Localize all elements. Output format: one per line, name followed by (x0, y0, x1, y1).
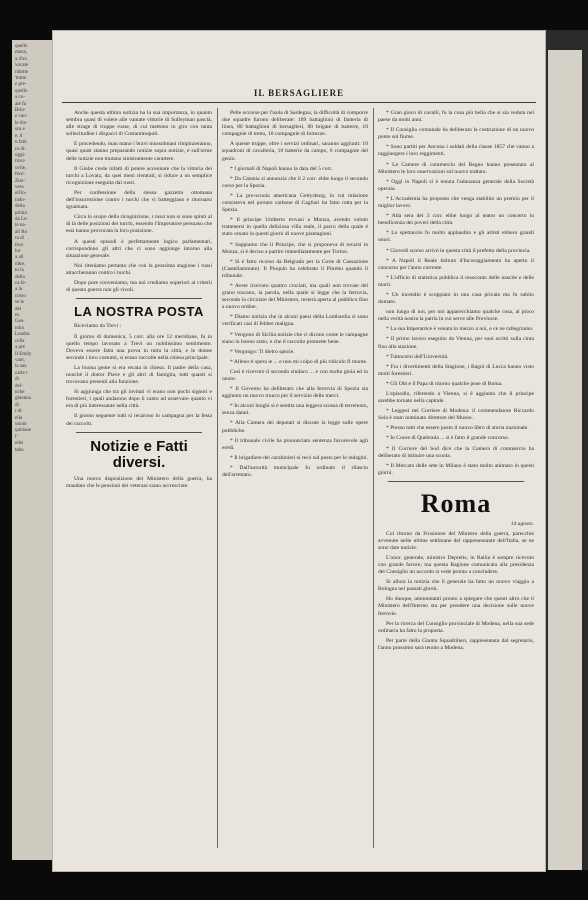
margin-word: oggi- (15, 152, 26, 158)
roma-article (378, 531, 534, 652)
paragraph: * Il primo lavoro eseguito da Vienna, per suoi scritti sulla cinta fino alla stazione. (378, 336, 534, 350)
margin-word: indo- (15, 197, 26, 203)
paragraph: * Alla sera del 3 corr. ebbe luogo al teatro un concerto in beneficenza dei poveri della città. (378, 213, 534, 227)
paragraph: * Il Consiglio comunale ha deliberato la costruzione di un nuovo ponte sul fiume. (378, 127, 534, 141)
margin-word: vani, (15, 357, 25, 363)
paragraph: * L'ufficio di statistica pubblica il resoconto delle nascite e delle morti. (378, 274, 534, 288)
paragraph: * Da Catania si annunzia che il 2 corr. ebbe luogo il secondo corso per la Spezia. (222, 175, 368, 189)
margin-word: a co- (15, 95, 25, 101)
margin-word: to la (15, 268, 24, 274)
paragraph: * Il principe Umberto trovasi a Monza, avendo voluto trattenersi in quella deliziosa villa reale, il parco della quale è stato ornato in questi giorni di nuove piantagioni. (222, 217, 368, 238)
paragraph: Per confessione della stessa gazzetta ottomana dell'insurrezione contro i turchi che vi batteggiano e ritornarsi sguainata. (66, 189, 212, 211)
section-rule (76, 298, 202, 299)
margin-word: quello (15, 44, 28, 49)
paragraph: * Il Mercato delle sete in Milano è stato molto animato in questi giorni. (378, 462, 534, 476)
adjacent-page-left (12, 40, 53, 860)
paragraph: * Io Cuore di Quebrada ... si è fatto il grande concorso. (386, 435, 510, 442)
paragraph: Una nuova disposizione del Ministero della guerra, ha mandato che le pensioni dei veterani siano accresciute. (66, 475, 212, 489)
paragraph: Ho dunque, ammontanti pronto a spiegare che questi altro che il Ministero dell'Interno sta per prendere una decisione sulle nuove ferrovie. (378, 596, 534, 617)
paragraph: * Alleno ti spera ie ... e non mi colpo di più ridicolo fi monte. (230, 358, 368, 365)
paragraph: * Diamo notizia che in alcuni paesi della Lombardia si sono verificati casi di febbre maligna. (222, 314, 368, 328)
margin-word: tiva- (15, 242, 25, 248)
paragraph: * Dall'autorità municipale fu ordinato il rilascio dell'arrestato. (222, 464, 368, 479)
margin-word: del- (15, 383, 23, 389)
paragraph: Circa lo scopo della ricognizione, i russi non si sono spinti al di là delle posizioni dei turchi, essendo l'Imperatore persuaso che essi hanno provocata la loro posizione. (66, 214, 212, 235)
posta-article (66, 323, 212, 427)
margin-word: di (15, 402, 19, 408)
paragraph: * Fra i divertimenti della Stagione, i Bagni di Lucca hanno visto molti forestieri. (378, 363, 534, 377)
margin-word: la sua (15, 364, 27, 370)
paragraph: * Alla Camera dei deputati si discute la legge sulle opere pubbliche. (222, 420, 368, 434)
paragraph: A queste truppe, oltre i servizi ordinari, saranno aggiunti: 10 squadroni di cavalleria, 10 batterie da campo, 6 compagnie del genio. (222, 141, 368, 162)
paragraph: Per parte della Giunta Squadrilieri, rappresentata dal segretario, l'anno prossimo sarà tenuto a Modena. (378, 637, 534, 651)
margin-word: ssioni (15, 421, 27, 427)
margin-word: edrs (15, 441, 24, 447)
margin-word: r dt (15, 409, 22, 415)
margin-word: mena, (15, 50, 28, 56)
column-separator (373, 108, 374, 848)
column-separator (217, 108, 218, 848)
paragraph: L'episodio, riferendo a Vienna, si è aggiunto che il principe sarebbe tornato nella capitale. (378, 391, 534, 405)
notizie-article (66, 476, 212, 490)
paragraph: Noi riteniamo pertanto che con la prossima stagione i russi attaccheranno contro i turchi. (66, 262, 212, 276)
margin-word: ra di (15, 236, 25, 242)
margin-word: a la (15, 287, 23, 293)
paragraph: * L'Accademia ha proposto che venga stabilito un premio per il miglior lavoro. (378, 195, 534, 210)
paragraph: * Un incendio è scoppiato in una casa privata ma fu subito domato. (378, 291, 534, 306)
paragraph: * Vergongo: Ti dietro spezie. (230, 348, 295, 355)
margin-word: gluenna (15, 396, 31, 402)
margin-word: ella (15, 415, 23, 421)
paragraph: * Vengono di Sicilia notizie che ci dicono come le campagne siano in buono stato, e che il raccolto promette bene. (222, 331, 368, 345)
margin-word: Zim- (15, 178, 25, 184)
paragraph: La buona gente si era recata in chiesa. Il padre della casa, nonché il dottor Piave e gli altri di famiglia, tutti quanti si trovavano presenti alla funzione. (66, 364, 212, 386)
margin-word: se le (15, 300, 25, 306)
paragraph: Col ritorno da Frosinone del Ministro della guerra, parecchie avvenute nelle ultime settimane del rappresentante dell'Italia, se ne sono date notizie. (378, 530, 534, 551)
paragraph: A questi episodi è perfettamente logico parlamentari, corrispondono gli altri che ci sono aggiunge intorno alla situazione generale. (66, 238, 212, 259)
margin-word: a pre (15, 345, 25, 351)
margin-word: l’ (15, 434, 19, 440)
paragraph: * I giornali di Napoli hanno la data del 5 corr. (230, 165, 333, 172)
paragraph: Pelle occorse per l'isola di Sardegna, la difficoltà di comporre due squadre furono deliberate: 189 battaglioni di fanteria di linea, 80 battaglioni di bersaglieri, 80 brigate di batterie, 10 compagnie di treno, 10 compagnie di fortezze. (222, 110, 368, 138)
paragraph: * Le Camere di commercio del Regno hanno presentato al Ministero le loro osservazioni sul nuovo trattato. (378, 161, 534, 175)
margin-word: Il Emily (15, 351, 32, 357)
margin-word: della (15, 204, 25, 210)
right-page-edge (548, 50, 582, 870)
section-rule (388, 481, 524, 482)
margin-word: a all (15, 255, 24, 261)
margin-word: di (15, 377, 19, 383)
paragraph: E procedendo, man mano i bravi mussulmani rimpinzeranno, quasi quasi stanno preparando notizie sopra notizie, e sull'orme delle notizie non mutano sinistramente carattere. (66, 141, 212, 162)
paragraph: Anche questa ultima notizia ha la sua importanza, in quanto sembra quasi di volere alle vantate vittorie di Sulleyman pascià, alle strage di truppe russe, di cui mettono in giro con tanta sollecitudine i dispacci di Costantinopoli. (66, 110, 212, 138)
news-items (222, 110, 368, 479)
margin-word: vocate (15, 63, 29, 69)
margin-word: cella (15, 338, 25, 344)
margin-word: Brin- (15, 108, 26, 114)
paragraph: * Avete ricevuto quattro crociati, ma quali non trovate del grano toscano, la parola, nella quale si legge che la ferrovia, secondo la circolare del Ministero, resterà aperta al pubblico fino a nuovo ordine. (222, 282, 368, 311)
margin-word: quitiane (15, 428, 32, 434)
news-items-right (378, 110, 534, 477)
margin-word: ndra (15, 325, 24, 331)
margin-word: ricer- (15, 159, 26, 165)
paragraph: non lungo di noi, per noi apparecchiamo qualche cosa, al pioco nella verità nostra la patria in cui serve alle Provincie. (378, 309, 534, 323)
margin-word: a d'un (15, 56, 27, 62)
roma-dateline: 14 agosto. (510, 520, 534, 527)
margin-word: le na- (15, 223, 27, 229)
margin-word: da Lo- (15, 216, 29, 222)
margin-word: le dis- (15, 120, 28, 126)
paragraph: Dopo pure conveniamo, ma noi crediamo superiori ai criterii di questa guerra non gli vicoli. (66, 279, 212, 294)
margin-word: n fatti (15, 140, 27, 146)
margin-word: nche (15, 389, 25, 395)
margin-word: fece: (15, 172, 25, 178)
paragraph: * Il tribunale civile ha pronunciato sentenza favorevole agli eredi. (222, 437, 368, 451)
paragraph: * Gran gioco di cavalli, fu la cosa più bella che si sia veduta nel paese da molti anni. (378, 110, 534, 124)
margin-word: ale fa (15, 101, 26, 107)
newspaper-page (52, 30, 546, 872)
paragraph: * Presso tutti che essere posto il nuovo libro di storia nazionale. (386, 425, 529, 432)
paragraph: Il giorno seguente tutti si recarono in campagna per la festa dei raccolti. (66, 413, 212, 427)
paragraph: * Tuttocorsi dell'Università. (386, 353, 449, 360)
margin-word: ca fe- (15, 281, 27, 287)
margin-word: tabo (15, 447, 24, 453)
margin-word: Londra (15, 332, 30, 338)
column-2 (222, 110, 368, 850)
margin-word: corso (15, 293, 26, 299)
masthead: IL BERSAGLIERE (253, 88, 345, 98)
intro-article (66, 110, 212, 294)
paragraph: * Giovedì scorso arrivò in questa città il prefetto della provincia. (386, 247, 531, 254)
paragraph: * Il brigadiere dei carabinieri si recò sul posto per le indagini. (230, 454, 368, 461)
margin-word: carte r (15, 370, 28, 376)
paragraph: * La pro-scuola americana Gettysburg, la cui missione consisteva nel portare carbone di Cagliari ha fatto rotta per la Spezia. (222, 192, 368, 214)
margin-word: lor (15, 249, 21, 254)
paragraph: * In alcuni luoghi si è sentita una leggera scossa di terremoto, senza danni. (222, 403, 368, 417)
paragraph: Il giorno di domenica, 5 corr. alla ore 12 meridiane, fu in quello tempo lavorato a Trevi un nobilissimo sentimento. Doveva essere fatta una prova in tutta la città, e le donne secondo i loro costumi, si erano raccolte nella chiesa principale. (66, 333, 212, 361)
paragraph: Per la ricerca del Consiglio provinciale di Modena, nella sua sede ordinaria ha fatto la proposta. (378, 620, 534, 634)
paragraph: * Il Corriere del Sud dice che la Camera di commercio ha deliberato di istituire una scuola. (378, 445, 534, 459)
section-title-notizie: Notizie e Fatti diversi. (90, 437, 188, 472)
left-margin-text (12, 40, 52, 458)
section-title-la-nostra-posta: LA NOSTRA POSTA (74, 304, 204, 320)
margin-word: e con- (15, 114, 28, 120)
margin-word: Gea- (15, 319, 25, 325)
margin-word: vero (15, 184, 24, 190)
margin-word: ell'in- (15, 191, 27, 197)
paragraph: Si allora la notizia che il generale ha fatto un nuovo viaggio a Bologna nei passati giorni. (378, 579, 534, 593)
paragraph: Così è ricevuto il secondo sindaco ... e con molta gioia ed in onore. (222, 368, 368, 382)
paragraph: * Oggi in Napoli si è tenuta l'adunanza generale della Società operaia. (378, 178, 534, 192)
margin-word: prima (15, 210, 27, 216)
margin-word: della (15, 274, 25, 280)
margin-word: del (15, 306, 22, 312)
paragraph: * Lo spettacolo fu molto applaudito e gli artisti ebbero grandi onori. (378, 230, 534, 244)
paragraph: * Si è fatto ricorso da Belgrado per la Corte di Cassazione (Castellammare). Il Ploquin ha celebrato il Pitrebu quando il tribunale. (222, 258, 368, 279)
paragraph: * Leggesi nel Corriere di Modena: il commendatore Riccardo Sola è stato nominato direttore del Museo. (378, 408, 534, 422)
column-1 (66, 110, 212, 850)
margin-word: oltre. (15, 261, 26, 267)
paragraph: * A Napoli il Reale Istituto d'Incoraggiamento ha aperto il concorso per l'anno corrente. (378, 257, 534, 271)
paragraph: Si aggiunga che tra gli invitati vi erano non pochi signori e forestieri, i quali andarono dopo il canto ad osservare quanto vi era di più interessante nella città. (66, 389, 212, 410)
paragraph: * Sono partiti per Ancona i soldati della classe 1857 che vanno a raggiungere i loro reggimenti. (378, 144, 534, 158)
margin-word: ridotte (15, 69, 29, 75)
column-3 (378, 110, 534, 850)
margin-word: ovile, (15, 165, 27, 171)
paragraph: * Sappiamo che il Principe, che si proponeva di recarsi in Monza, si è deciso a partire immediatamente per Torino. (222, 241, 368, 255)
adjacent-page-right (544, 30, 588, 870)
margin-word: sca e (15, 127, 25, 133)
paragraph: * Il Governo ha deliberato che alla ferrovia di Spezia sia aggiunto un nuovo tronco per il servizio delle merci. (222, 386, 368, 400)
section-title-roma: Roma (420, 488, 492, 518)
paragraph: Il Giobe crede infatti di potere accennare che la vittoria dei turchi a Lovatz, da quei meni rientrati, si riduce a un semplice ricognizione eseguita dai russi. (66, 165, 212, 186)
margin-word: all Ro (15, 229, 28, 235)
margin-word: e pre- (15, 82, 27, 88)
paragraph: Riceviamo da Trevi : (74, 323, 122, 330)
paragraph: * Gli Obi e il Papa di ritorno qualche pose di Roma. (386, 380, 503, 387)
margin-word: ro di- (15, 146, 26, 152)
margin-word: nt. (15, 313, 21, 319)
section-rule (76, 432, 202, 433)
header-rule (62, 102, 536, 103)
margin-word: quello (15, 88, 28, 94)
margin-word: e, d (15, 133, 23, 139)
paragraph: L'onor. generale, ministro Depretis, in Baìlia è sempre ricevuto con grande favore; ma questa Ragione comunicata alla presidenza del Consiglio un accordo si vede pronto a concludere. (378, 554, 534, 576)
paragraph: * La sua Imperatrice è venuta in mezzo a noi, e ce ne rallegriamo. (386, 326, 534, 333)
margin-word: 'tratte (15, 76, 27, 82)
